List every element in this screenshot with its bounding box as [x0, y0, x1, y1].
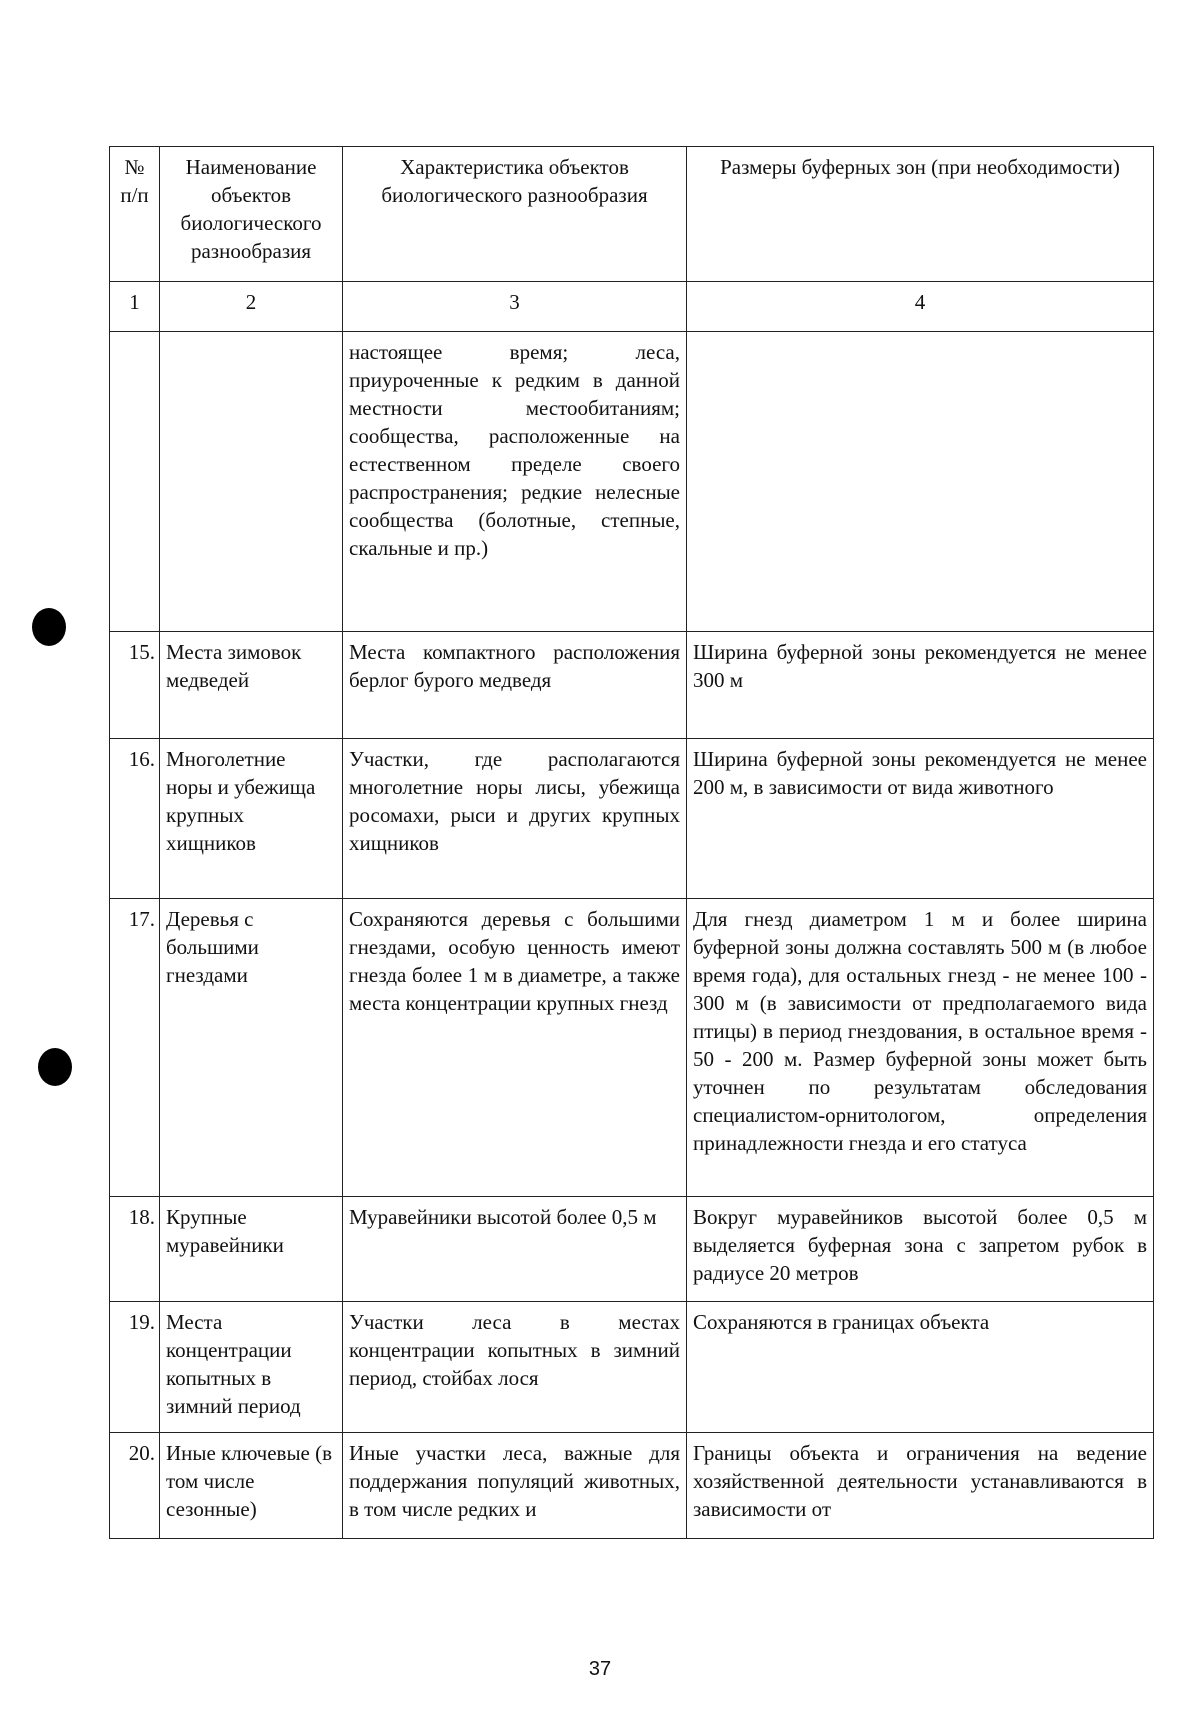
column-number: 4: [687, 282, 1154, 332]
row-number: 16.: [110, 739, 160, 899]
table-row: [110, 899, 1154, 1197]
punch-hole-mark: [38, 1048, 72, 1086]
row-characteristic: Муравейники высотой более 0,5 м: [343, 1197, 687, 1302]
header-characteristic: Характеристика объектов биологического разнообразия: [343, 147, 687, 282]
header-number: № п/п: [110, 147, 160, 282]
row-object-name: Места концентрации копытных в зимний период: [160, 1302, 343, 1433]
row-characteristic: Иные участки леса, важные для поддержания популяций животных, в том числе редких и: [343, 1433, 687, 1539]
row-buffer-zone: Для гнезд диаметром 1 м и более ширина буферной зоны должна составлять 500 м (в любое время года), для остальных гнезд - не менее 100 - 300 м (в зависимости от предполагаемого вида птицы) в период гнездования, в остальное время - 50 - 200 м. Размер буферной зоны может быть уточнен по результатам обследования специалистом-орнитологом, определения принадлежности гнезда и его статуса: [687, 899, 1154, 1197]
biodiversity-objects-table: [109, 146, 1154, 1539]
column-number-row: [110, 282, 1154, 332]
row-buffer-zone: Вокруг муравейников высотой более 0,5 м выделяется буферная зона с запретом рубок в радиусе 20 метров: [687, 1197, 1154, 1302]
row-number: 20.: [110, 1433, 160, 1539]
table-row: [110, 1302, 1154, 1433]
row-buffer-zone: Ширина буферной зоны рекомендуется не менее 300 м: [687, 632, 1154, 739]
punch-hole-mark: [32, 608, 66, 646]
header-object-name: Наименование объектов биологического разнообразия: [160, 147, 343, 282]
row-object-name: Места зимовок медведей: [160, 632, 343, 739]
row-object-name: Иные ключевые (в том числе сезонные): [160, 1433, 343, 1539]
row-characteristic: настоящее время; леса, приуроченные к редким в данной местности местообитаниям; сообщества, расположенные на естественном пределе своего распространения; редкие нелесные сообщества (болотные, степные, скальные и пр.): [343, 332, 687, 632]
table-row: [110, 632, 1154, 739]
row-object-name: Многолетние норы и убежища крупных хищников: [160, 739, 343, 899]
row-characteristic: Места компактного расположения берлог бурого медведя: [343, 632, 687, 739]
column-number: 3: [343, 282, 687, 332]
page-number: 37: [588, 1658, 612, 1680]
column-number: 1: [110, 282, 160, 332]
table-row: [110, 332, 1154, 632]
row-buffer-zone: Сохраняются в границах объекта: [687, 1302, 1154, 1433]
table-row: [110, 739, 1154, 899]
row-object-name: Деревья с большими гнездами: [160, 899, 343, 1197]
header-buffer-zone: Размеры буферных зон (при необходимости): [687, 147, 1154, 282]
row-number: [110, 332, 160, 632]
row-object-name: [160, 332, 343, 632]
table-header-row: [110, 147, 1154, 282]
column-number: 2: [160, 282, 343, 332]
row-number: 15.: [110, 632, 160, 739]
row-number: 17.: [110, 899, 160, 1197]
table-row: [110, 1433, 1154, 1539]
row-buffer-zone: [687, 332, 1154, 632]
row-buffer-zone: Ширина буферной зоны рекомендуется не менее 200 м, в зависимости от вида животного: [687, 739, 1154, 899]
table-row: [110, 1197, 1154, 1302]
row-characteristic: Участки, где располагаются многолетние норы лисы, убежища росомахи, рыси и других крупных хищников: [343, 739, 687, 899]
row-object-name: Крупные муравейники: [160, 1197, 343, 1302]
row-number: 19.: [110, 1302, 160, 1433]
row-number: 18.: [110, 1197, 160, 1302]
row-buffer-zone: Границы объекта и ограничения на ведение хозяйственной деятельности устанавливаются в зависимости от: [687, 1433, 1154, 1539]
row-characteristic: Участки леса в местах концентрации копытных в зимний период, стойбах лося: [343, 1302, 687, 1433]
row-characteristic: Сохраняются деревья с большими гнездами, особую ценность имеют гнезда более 1 м в диаметре, а также места концентрации крупных гнезд: [343, 899, 687, 1197]
